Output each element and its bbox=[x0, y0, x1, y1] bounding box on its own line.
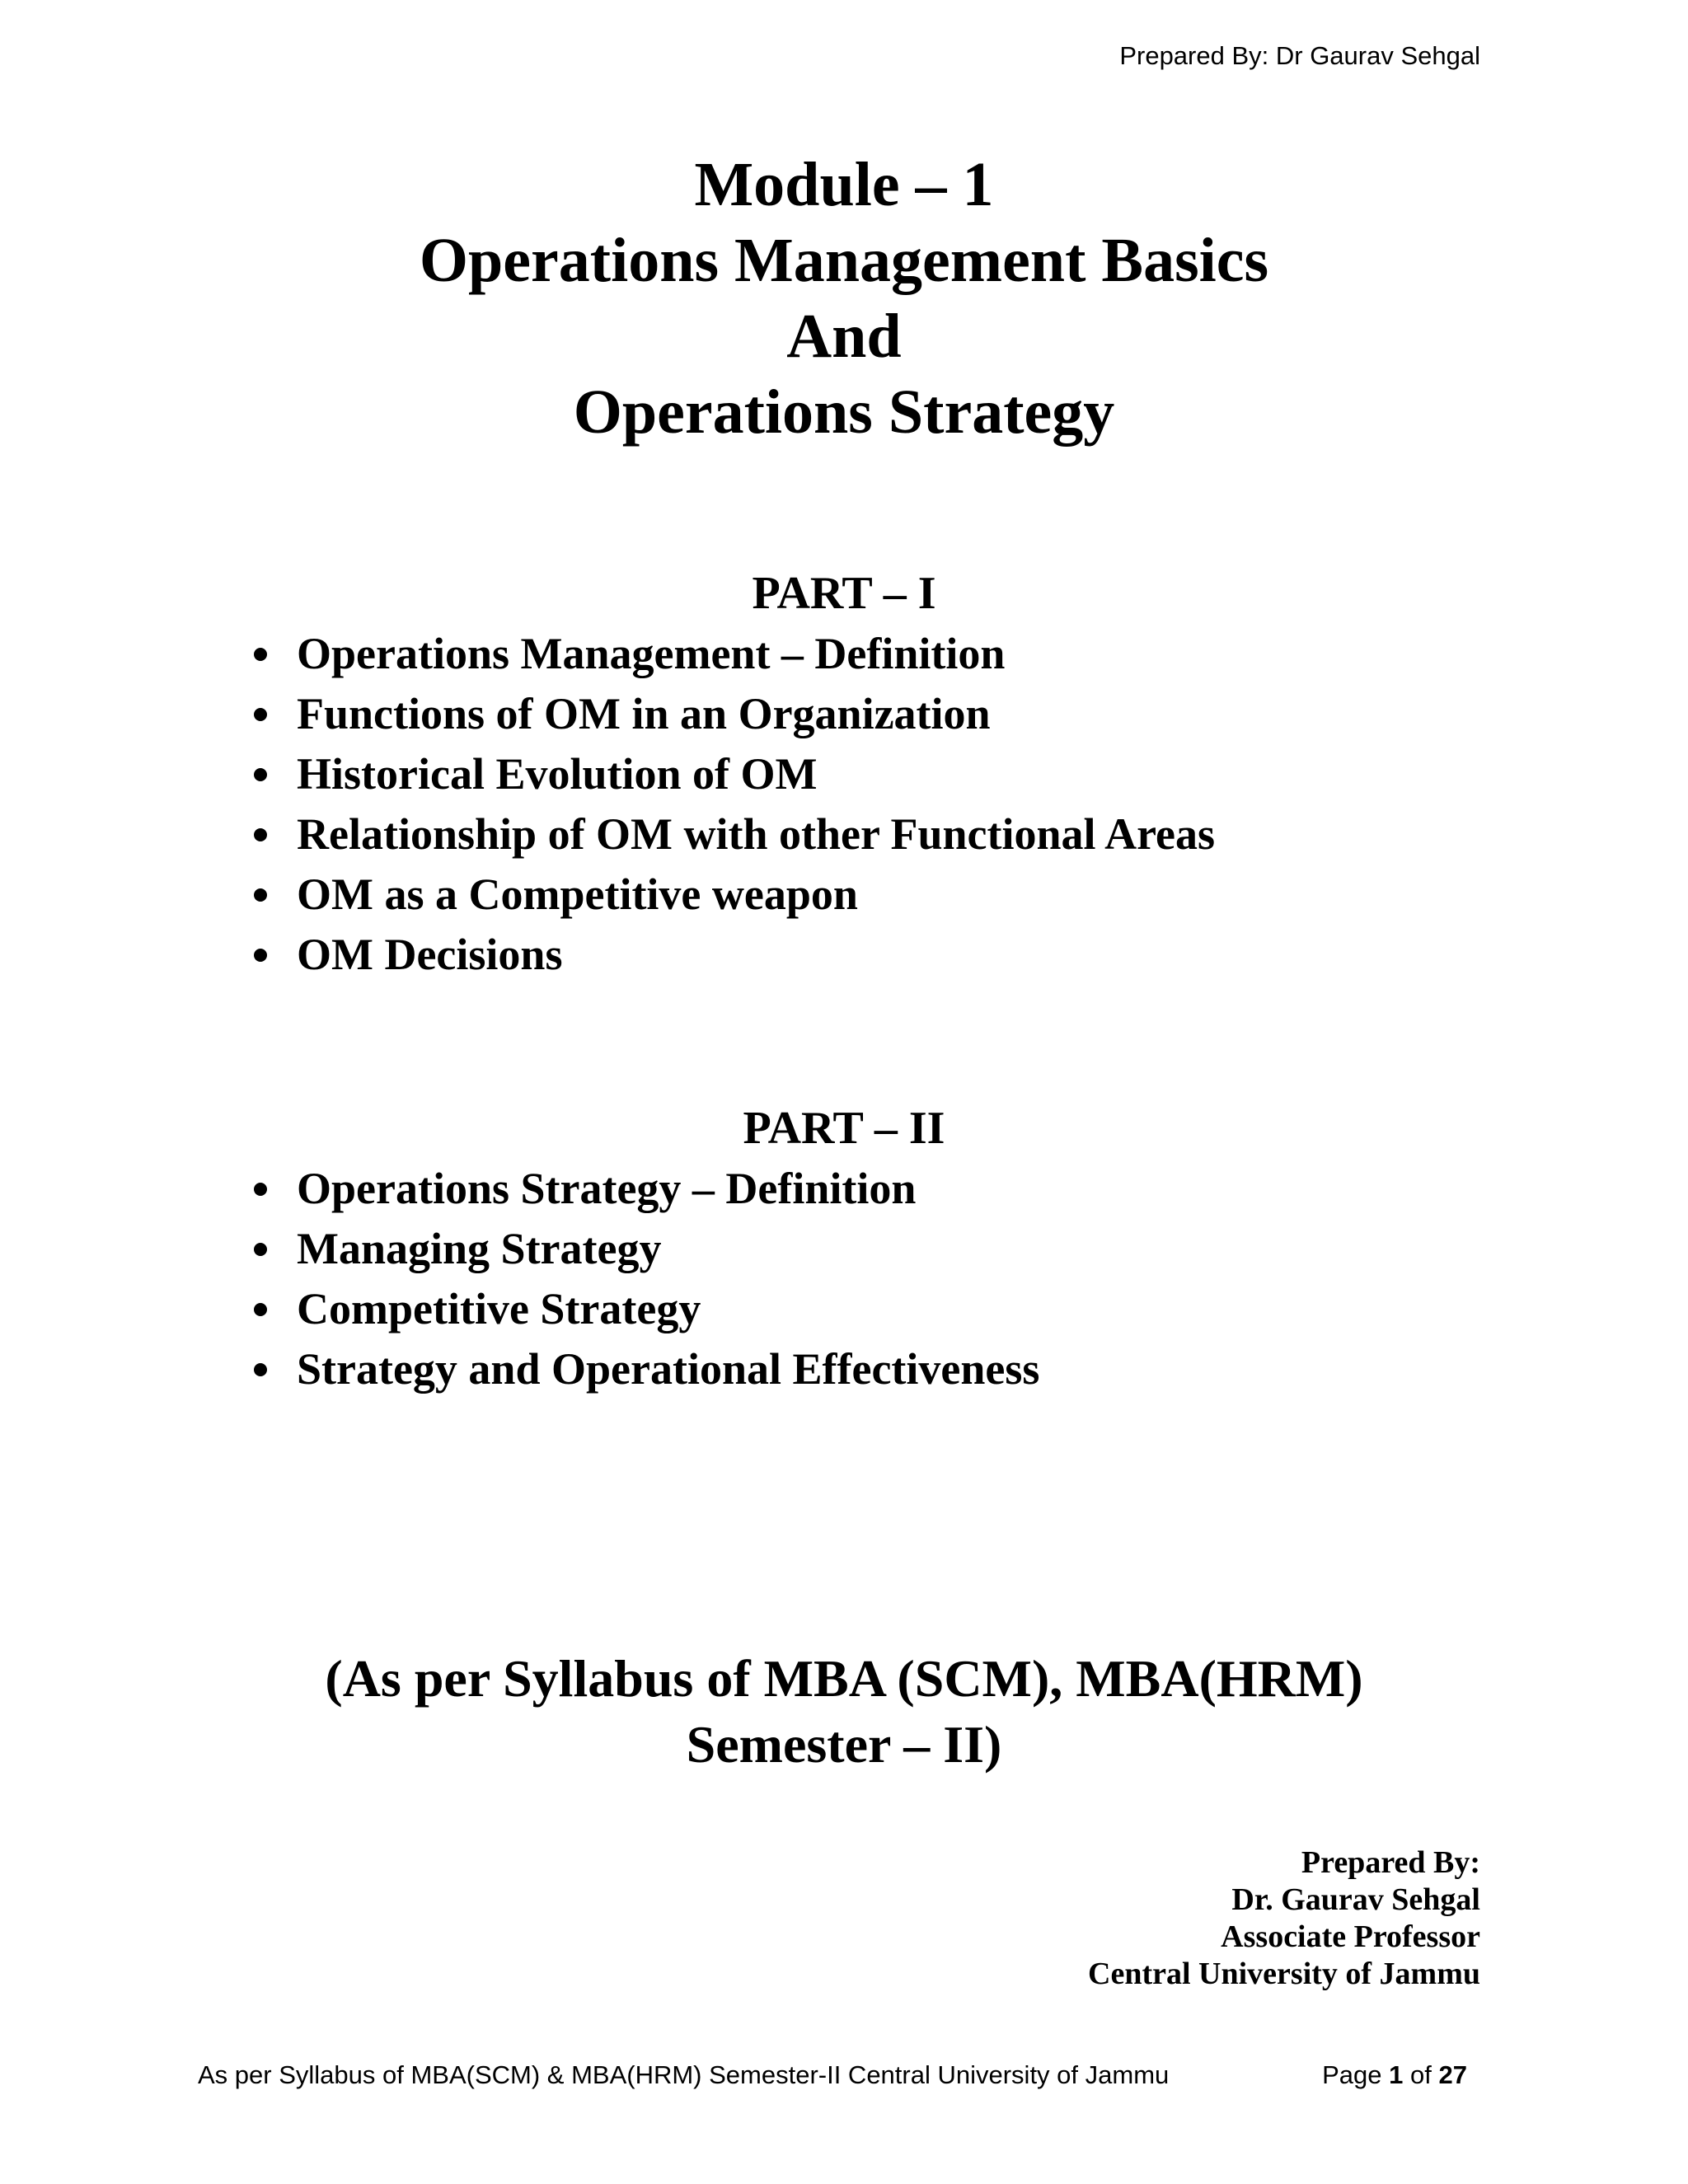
author-designation: Associate Professor bbox=[1221, 1919, 1480, 1954]
page-title bbox=[0, 147, 1688, 450]
author-block bbox=[1088, 1844, 1480, 1993]
page-of-label: of bbox=[1410, 2060, 1432, 2089]
author-label: Prepared By: bbox=[1301, 1845, 1480, 1880]
list-item bbox=[241, 744, 1215, 804]
page-number-indicator bbox=[1322, 2059, 1467, 2092]
title-line-subject: Operations Management Basics bbox=[419, 226, 1269, 295]
syllabus-line-semester: Semester – II) bbox=[686, 1715, 1002, 1774]
part1-heading: PART – I bbox=[752, 568, 936, 619]
bullet-icon bbox=[254, 708, 267, 721]
list-item bbox=[241, 804, 1215, 865]
title-line-strategy: Operations Strategy bbox=[573, 377, 1115, 447]
list-item-text: Operations Management – Definition bbox=[297, 629, 1006, 678]
bullet-icon bbox=[254, 828, 267, 841]
title-line-and: And bbox=[786, 302, 902, 371]
title-line-module: Module – 1 bbox=[694, 150, 994, 219]
list-item-text: Operations Strategy – Definition bbox=[297, 1164, 917, 1213]
list-item-text: Competitive Strategy bbox=[297, 1284, 701, 1333]
header-prepared-by-note: Prepared By: Dr Gaurav Sehgal bbox=[1119, 41, 1480, 70]
page-label: Page bbox=[1322, 2060, 1382, 2089]
bullet-icon bbox=[254, 648, 267, 661]
syllabus-note bbox=[0, 1646, 1688, 1778]
part2-heading: PART – II bbox=[743, 1103, 945, 1154]
list-item-text: Functions of OM in an Organization bbox=[297, 689, 991, 738]
list-item bbox=[241, 624, 1215, 684]
list-item-text: Historical Evolution of OM bbox=[297, 749, 818, 799]
list-item bbox=[241, 1279, 1039, 1339]
list-item bbox=[241, 865, 1215, 925]
page-number: 1 bbox=[1389, 2060, 1404, 2089]
page-total: 27 bbox=[1438, 2060, 1467, 2089]
bullet-icon bbox=[254, 888, 267, 902]
list-item-text: Managing Strategy bbox=[297, 1224, 662, 1273]
part1-topic-list bbox=[241, 624, 1215, 985]
bullet-icon bbox=[254, 1183, 267, 1196]
list-item-text: OM as a Competitive weapon bbox=[297, 869, 858, 919]
bullet-icon bbox=[254, 949, 267, 962]
list-item-text: Relationship of OM with other Functional Areas bbox=[297, 809, 1216, 859]
bullet-icon bbox=[254, 1243, 267, 1256]
list-item bbox=[241, 1339, 1039, 1399]
bullet-icon bbox=[254, 768, 267, 781]
list-item bbox=[241, 1219, 1039, 1279]
part2-topic-list bbox=[241, 1159, 1039, 1399]
list-item bbox=[241, 684, 1215, 744]
footer-text: As per Syllabus of MBA(SCM) & MBA(HRM) Semester-II Central University of Jammu bbox=[198, 2060, 1170, 2089]
list-item-text: OM Decisions bbox=[297, 930, 563, 979]
author-name: Dr. Gaurav Sehgal bbox=[1231, 1882, 1480, 1917]
syllabus-line-programs: (As per Syllabus of MBA (SCM), MBA(HRM) bbox=[325, 1649, 1363, 1708]
list-item bbox=[241, 925, 1215, 985]
author-institution: Central University of Jammu bbox=[1088, 1957, 1480, 1991]
bullet-icon bbox=[254, 1303, 267, 1316]
bullet-icon bbox=[254, 1363, 267, 1376]
list-item-text: Strategy and Operational Effectiveness bbox=[297, 1344, 1040, 1394]
list-item bbox=[241, 1159, 1039, 1219]
